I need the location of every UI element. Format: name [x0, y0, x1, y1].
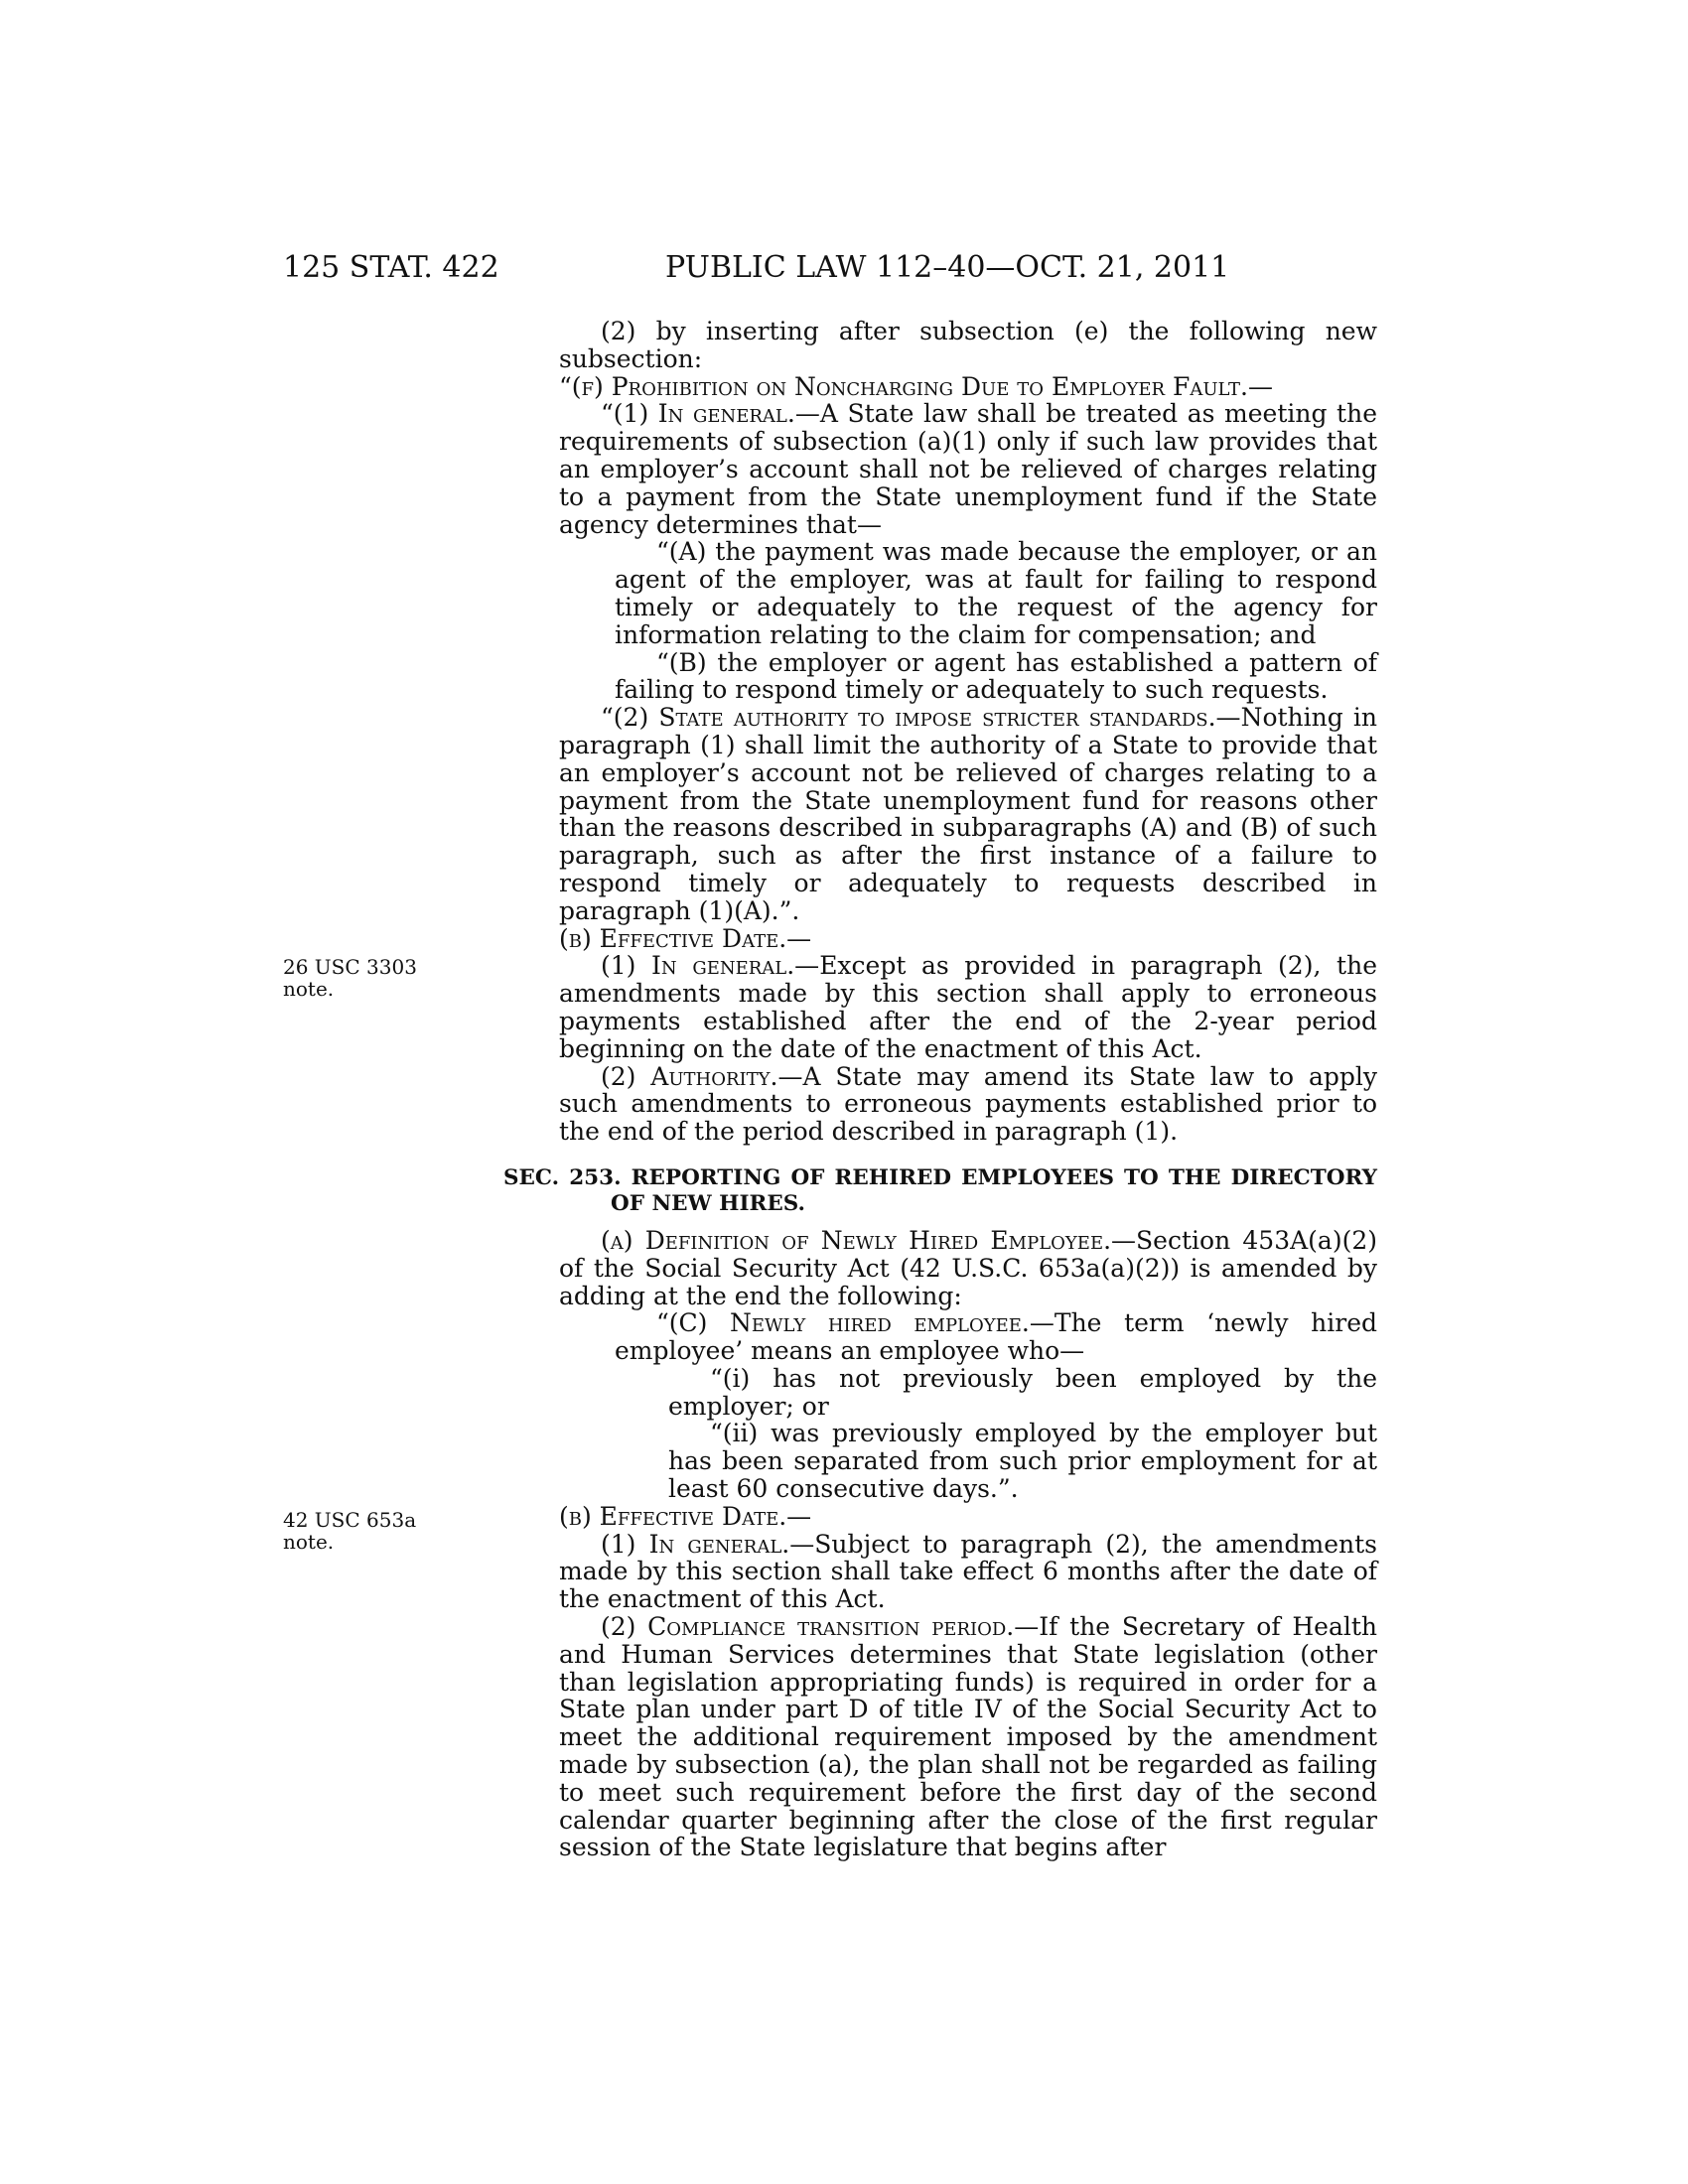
subsection-a — [559, 1227, 1377, 1309]
paragraph-insert-subsection: (2) by inserting after subsection (e) the following new subsection: — [559, 317, 1377, 373]
paragraph-b2 — [559, 1063, 1377, 1146]
subsection-b-heading — [559, 925, 1377, 953]
paragraph-b1-text: Except as provided in paragraph (2), the amendments made by this section shall apply to erroneous payments established after the end of the 2-year period beginning on the date of the enactment of this Act. — [559, 951, 1377, 1063]
main-text-column — [503, 317, 1378, 1862]
paragraph-b1-heading: (1) In general.— — [601, 951, 820, 981]
subsection-b-title: (b) Effective Date.— — [559, 923, 812, 953]
subsection-f-heading — [559, 373, 1377, 401]
margin-note-label: note. — [283, 977, 335, 1001]
section-253-heading: SEC. 253. REPORTING OF REHIRED EMPLOYEES TO THE DIRECTORY OF NEW HIRES. — [503, 1164, 1377, 1216]
paragraph-f1-heading: “(1) In general.— — [601, 399, 820, 429]
margin-note-42usc653a — [283, 1509, 422, 1553]
public-law-title: PUBLIC LAW 112–40—OCT. 21, 2011 — [665, 250, 1230, 285]
subsection-b2-title: (b) Effective Date.— — [559, 1501, 812, 1531]
paragraph-f1 — [559, 400, 1377, 538]
subparagraph-c-text: The term ‘newly hired employee’ means an employee who— — [615, 1308, 1377, 1366]
subsection-a-heading: (a) Definition of Newly Hired Employee.— — [601, 1225, 1137, 1255]
paragraph-f2-text: Nothing in paragraph (1) shall limit the authority of a State to provide that an employer’s account not be relieved of charges relating to a payment from the State unemployment fund for reasons other than the reasons described in subparagraphs (A) and (B) of such paragraph, such as after the first instance of a failure to respond timely or adequately to requests described in paragraph (1)(A).”. — [559, 703, 1377, 925]
statute-page-number: 125 STAT. 422 — [283, 250, 499, 285]
paragraph-b2-1 — [559, 1531, 1377, 1613]
subparagraph-c-heading: “(C) Newly hired employee.— — [656, 1308, 1055, 1338]
paragraph-b1 — [559, 952, 1377, 1062]
clause-i: “(i) has not previously been employed by the employer; or — [668, 1363, 1377, 1421]
paragraph-f1-text: A State law shall be treated as meeting the requirements of subsection (a)(1) only if such law provides that an employer’s account shall not be relieved of charges relating to a payment from the State unemployment fund if the State agency determines that— — [559, 399, 1378, 539]
margin-note-citation: 26 USC 3303 — [283, 955, 417, 979]
subparagraph-a: “(A) the payment was made because the employer, or an agent of the employer, was at fault for failing to respond timely or adequately to the request of the agency for information relating to the claim for compensation; and — [615, 537, 1377, 649]
paragraph-b2-1-text: Subject to paragraph (2), the amendments made by this section shall take effect 6 months after the date of the enactment of this Act. — [559, 1529, 1377, 1614]
subsection-b2-heading — [559, 1503, 1377, 1531]
subsection-a-text: Section 453A(a)(2) of the Social Security Act (42 U.S.C. 653a(a)(2)) is amended by adding at the end the following: — [559, 1225, 1377, 1310]
paragraph-b2-1-heading: (1) In general.— — [601, 1529, 815, 1559]
clause-ii: “(ii) was previously employed by the employer but has been separated from such prior employment for at least 60 consecutive days.”. — [668, 1419, 1377, 1504]
paragraph-b2-heading: (2) Authority.— — [601, 1061, 803, 1091]
subparagraph-c — [559, 1309, 1377, 1365]
running-header — [0, 248, 1688, 288]
margin-note-citation: 42 USC 653a — [283, 1508, 417, 1532]
paragraph-b2-2-text: If the Secretary of Health and Human Services determines that State legislation (other than legislation appropriating funds) is required in order for a State plan under part D of title IV of the Social Security Act to meet the additional requirement imposed by the amendment made by subsection (a), the plan shall not be regarded as failing to meet such requirement before the first day of the second calendar quarter beginning after the close of the first regular session of the State legislature that begins after — [559, 1612, 1377, 1862]
margin-note-26usc3303 — [283, 956, 422, 1000]
paragraph-b2-text: A State may amend its State law to apply such amendments to erroneous payments established prior to the end of the period described in paragraph (1). — [559, 1061, 1377, 1147]
paragraph-b2-2 — [559, 1613, 1377, 1861]
subparagraph-b: “(B) the employer or agent has established a pattern of failing to respond timely or adequately to such requests. — [615, 647, 1377, 705]
paragraph-f2 — [559, 704, 1377, 924]
paragraph-f2-heading: “(2) State authority to impose stricter standards.— — [601, 703, 1241, 733]
margin-note-label: note. — [283, 1530, 335, 1554]
paragraph-b2-2-heading: (2) Compliance transition period.— — [601, 1612, 1040, 1642]
subsection-f-title: “(f) Prohibition on Noncharging Due to Employer Fault.— — [559, 371, 1273, 401]
